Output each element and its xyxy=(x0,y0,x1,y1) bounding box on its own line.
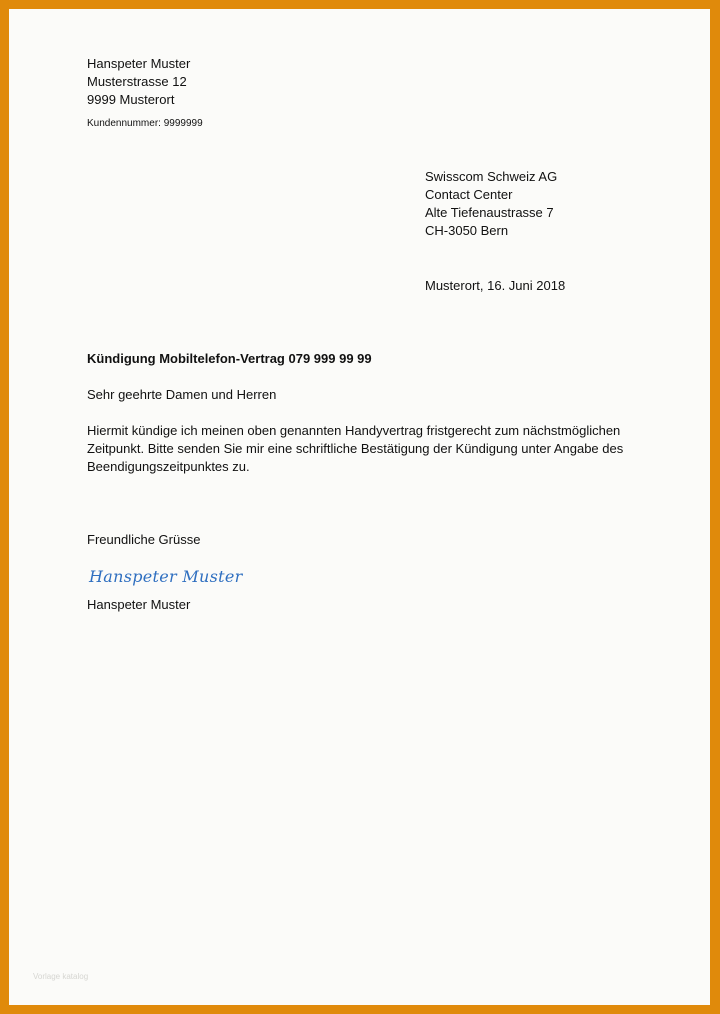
recipient-street: Alte Tiefenaustrasse 7 xyxy=(425,205,554,220)
subject-line: Kündigung Mobiltelefon-Vertrag 079 999 99 99 xyxy=(87,351,372,366)
salutation: Sehr geehrte Damen und Herren xyxy=(87,387,277,402)
sender-name: Hanspeter Muster xyxy=(87,56,191,71)
recipient-address xyxy=(425,168,557,240)
signer-name: Hanspeter Muster xyxy=(87,597,191,612)
customer-number: Kundennummer: 9999999 xyxy=(87,118,203,129)
body-line-3: Beendigungszeitpunktes zu. xyxy=(87,459,250,474)
watermark: Vorlage katalog xyxy=(33,972,89,981)
handwritten-signature: Hanspeter Muster xyxy=(89,567,243,586)
body-line-1: Hiermit kündige ich meinen oben genannten Handyvertrag fristgerecht zum nächstmöglichen xyxy=(87,423,621,438)
recipient-department: Contact Center xyxy=(425,187,513,202)
sender-address xyxy=(87,55,190,109)
sender-street: Musterstrasse 12 xyxy=(87,74,187,89)
recipient-city: CH-3050 Bern xyxy=(425,223,509,238)
body-line-2: Zeitpunkt. Bitte senden Sie mir eine schriftliche Bestätigung der Kündigung unter Angabe des xyxy=(87,441,624,456)
body-paragraph xyxy=(87,422,647,476)
date-line: Musterort, 16. Juni 2018 xyxy=(425,278,566,293)
recipient-company: Swisscom Schweiz AG xyxy=(425,169,558,184)
letter-page xyxy=(9,9,710,1005)
sender-city: 9999 Musterort xyxy=(87,92,175,107)
closing: Freundliche Grüsse xyxy=(87,532,201,547)
